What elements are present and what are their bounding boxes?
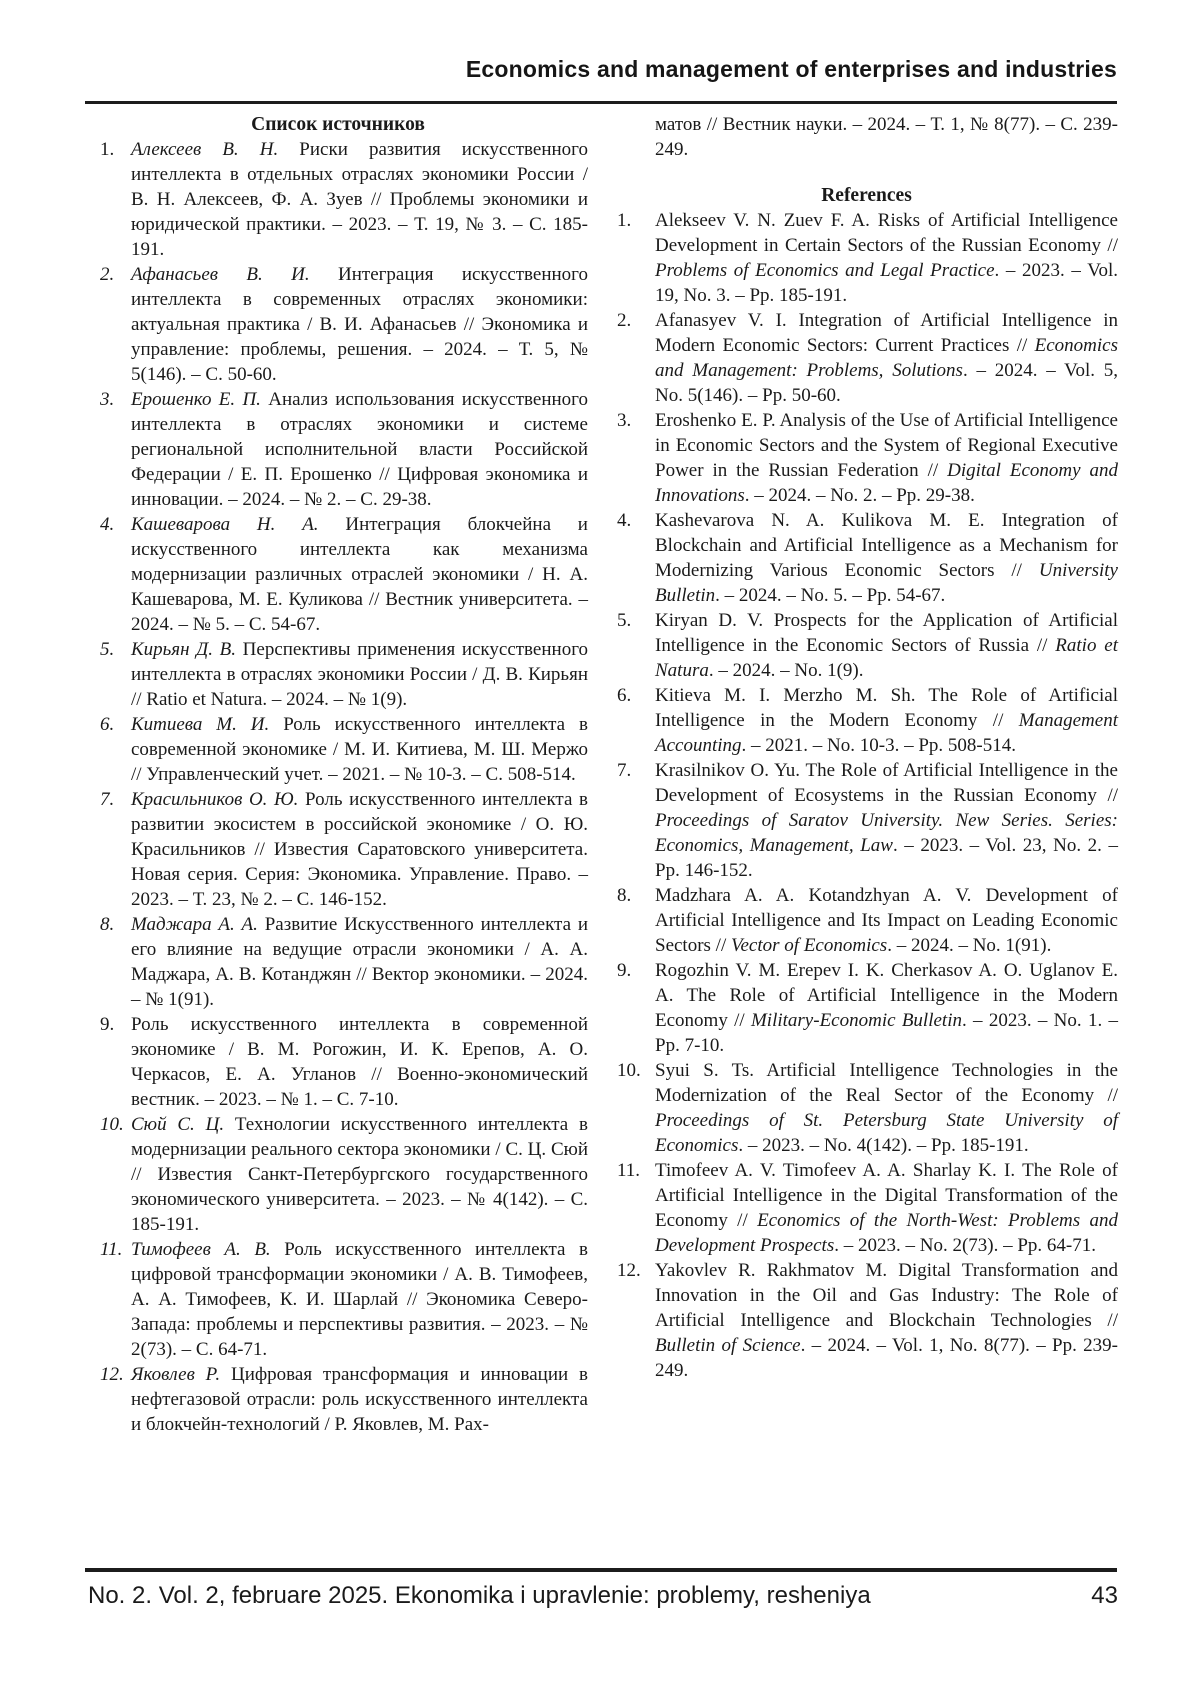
reference-item-en [615,1058,1118,1158]
item-number: 12. [100,1364,124,1385]
item-number: 12. [617,1260,641,1281]
source-item-ru [88,637,588,712]
reference-item-en [615,608,1118,683]
item-text: Ерошенко Е. П. Анализ использования искусственного интеллекта в отраслях экономики и системе региональной исполнительной власти Российской Федерации / Е. П. Ерошенко // Цифровая экономика и инновации. – 2024. – № 2. – С. 29-38. [131,389,588,510]
source-item-ru [88,1362,588,1437]
reference-item-en [615,883,1118,958]
reference-item-en [615,208,1118,308]
item-number: 5. [100,639,115,660]
item-text: Rogozhin V. M. Erepev I. K. Cherkasov A. O. Uglanov E. A. The Role of Artificial Intelligence in the Modern Economy // Military-Economic Bulletin. – 2023. – No. 1. – Pp. 7-10. [655,960,1118,1056]
item-number: 9. [100,1014,115,1035]
item-number: 5. [617,610,632,631]
item-number: 6. [617,685,632,706]
source-item-ru [88,1237,588,1362]
item-number: 3. [617,410,632,431]
item-text: Красильников О. Ю. Роль искусственного интеллекта в развитии экосистем в российской экономике / О. Ю. Красильников // Известия Саратовского университета. Новая серия. Серия: Экономика. Управление. Право. – 2023. – Т. 23, № 2. – С. 146-152. [131,789,589,910]
item-text: Сюй С. Ц. Технологии искусственного интеллекта в модернизации реального сектора экономики / С. Ц. Сюй // Известия Санкт-Петербургского государственного экономического университета. – 2023. – № 4(142). – С. 185-191. [131,1114,588,1235]
item-text: Кашеварова Н. А. Интеграция блокчейна и искусственного интеллекта как механизма модернизации различных отраслей экономики / Н. А. Кашеварова, М. Е. Куликова // Вестник университета. – 2024. – № 5. – С. 54-67. [131,514,588,635]
item-number: 8. [617,885,632,906]
footer-rule [85,1568,1117,1572]
reference-item-en [615,308,1118,408]
item-text: Eroshenko E. P. Analysis of the Use of Artificial Intelligence in Economic Sectors and the System of Regional Executive Power in the Russian Federation // Digital Economy and Innovations. – 2024. – No. 2. – Pp. 29-38. [655,410,1118,506]
item-text: Алексеев В. Н. Риски развития искусственного интеллекта в отдельных отраслях экономики России / В. Н. Алексеев, Ф. А. Зуев // Проблемы экономики и юридической практики. – 2023. – Т. 19, № 3. – С. 185-191. [131,139,588,260]
references-list-en [615,208,1118,1383]
two-column-layout [88,112,1118,1437]
item-number: 1. [100,139,115,160]
sources-column-ru [88,112,588,1437]
item-text: Кирьян Д. В. Перспективы применения искусственного интеллекта в отраслях экономики России / Д. В. Кирьян // Ratio et Natura. – 2024. – № 1(9). [131,639,589,710]
source-item-ru [88,512,588,637]
item-text: Syui S. Ts. Artificial Intelligence Technologies in the Modernization of the Real Sector of the Economy // Proceedings of St. Petersburg State University of Economics. – 2023. – No. 4(142). – Pp. 185-191. [655,1060,1118,1156]
carryover-text: матов // Вестник науки. – 2024. – Т. 1, № 8(77). – С. 239-249. [655,114,1118,160]
item-number: 7. [617,760,632,781]
reference-item-en [615,1258,1118,1383]
reference-item-en [615,1158,1118,1258]
source-item-ru [88,1112,588,1237]
source-item-ru [88,912,588,1012]
item-number: 1. [617,210,632,231]
source-item-ru [88,387,588,512]
footer-journal-info: No. 2. Vol. 2, februare 2025. Ekonomika i upravlenie: problemy, resheniya [88,1582,871,1609]
source-item-ru [88,787,588,912]
item-number: 9. [617,960,632,981]
reference-item-en [615,408,1118,508]
item-text: Timofeev A. V. Timofeev A. A. Sharlay K. I. The Role of Artificial Intelligence in the Digital Transformation of the Economy // Economics of the North-West: Problems and Development Prospects. – 2023. – No. 2(73). – Pp. 64-71. [655,1160,1118,1256]
footer-page-number: 43 [1091,1582,1118,1609]
source-item-ru [88,712,588,787]
item-number: 2. [617,310,632,331]
item-text: Афанасьев В. И. Интеграция искусственного интеллекта в современных отраслях экономики: актуальная практика / В. И. Афанасьев // Экономика и управление: проблемы, решения. – 2024. – Т. 5, № 5(146). – С. 50-60. [131,264,588,385]
sources-heading-ru: Список источников [251,114,425,135]
item-number: 10. [617,1060,641,1081]
sources-list-ru [88,137,588,1437]
item-text: Kiryan D. V. Prospects for the Application of Artificial Intelligence in the Economic Sectors of Russia // Ratio et Natura. – 2024. – No. 1(9). [655,610,1118,681]
item-number: 8. [100,914,115,935]
item-number: 2. [100,264,115,285]
running-head-title: Economics and management of enterprises and industries [465,56,1117,82]
item-text: Китиева М. И. Роль искусственного интеллекта в современной экономике / М. И. Китиева, М. Ш. Мержо // Управленческий учет. – 2021. – № 10-3. – С. 508-514. [131,714,589,785]
page-footer [88,1582,1118,1610]
reference-item-en [615,683,1118,758]
item-text: Alekseev V. N. Zuev F. A. Risks of Artificial Intelligence Development in Certain Sectors of the Russian Economy // Problems of Economics and Legal Practice. – 2023. – Vol. 19, No. 3. – Pp. 185-191. [655,210,1118,306]
item-text: Afanasyev V. I. Integration of Artificial Intelligence in Modern Economic Sectors: Current Practices // Economics and Management: Problems, Solutions. – 2024. – Vol. 5, No. 5(146). – Pp. 50-60. [655,310,1118,406]
item-number: 10. [100,1114,124,1135]
header-rule [85,101,1117,104]
item-text: Яковлев Р. Цифровая трансформация и инновации в нефтегазовой отрасли: роль искусственного интеллекта и блокчейн-технологий / Р. Яковлев, М. Рах- [131,1364,588,1435]
item-number: 4. [100,514,115,535]
item-text: Kashevarova N. A. Kulikova M. E. Integration of Blockchain and Artificial Intelligence as a Mechanism for Modernizing Various Economic Sectors // University Bulletin. – 2024. – No. 5. – Pp. 54-67. [655,510,1118,606]
item-text: Yakovlev R. Rakhmatov M. Digital Transformation and Innovation in the Oil and Gas Industry: The Role of Artificial Intelligence and Blockchain Technologies // Bulletin of Science. – 2024. – Vol. 1, No. 8(77). – Pp. 239-249. [655,1260,1118,1381]
source-item-ru [88,262,588,387]
references-heading-en: References [821,185,912,206]
item-text: Krasilnikov O. Yu. The Role of Artificial Intelligence in the Development of Ecosystems in the Russian Economy // Proceedings of Saratov University. New Series. Series: Economics, Management, Law. – 2023. – Vol. 23, No. 2. – Pp. 146-152. [655,760,1118,881]
item-text: Madzhara A. A. Kotandzhyan A. V. Development of Artificial Intelligence and Its Impact on Leading Economic Sectors // Vector of Economics. – 2024. – No. 1(91). [655,885,1118,956]
item-text: Маджара А. А. Развитие Искусственного интеллекта и его влияние на ведущие отрасли экономики / А. А. Маджара, А. В. Котанджян // Вектор экономики. – 2024. – № 1(91). [131,914,588,1010]
item-number: 3. [100,389,115,410]
reference-item-en [615,958,1118,1058]
source-item-ru [88,1012,588,1112]
item-number: 4. [617,510,632,531]
source-item-ru [88,137,588,262]
reference-item-en [615,508,1118,608]
item-text: Kitieva M. I. Merzho M. Sh. The Role of Artificial Intelligence in the Modern Economy // Management Accounting. – 2021. – No. 10-3. – Pp. 508-514. [655,685,1118,756]
item-number: 7. [100,789,115,810]
item-number: 11. [100,1239,123,1260]
item-text: Тимофеев А. В. Роль искусственного интеллекта в цифровой трансформации экономики / А. В. Тимофеев, А. А. Тимофеев, К. И. Шарлай // Экономика Северо-Запада: проблемы и перспективы развития. – 2023. – № 2(73). – С. 64-71. [131,1239,588,1360]
item-text: Роль искусственного интеллекта в современной экономике / В. М. Рогожин, И. К. Ерепов, А. О. Черкасов, Е. А. Угланов // Военно-экономический вестник. – 2023. – № 1. – С. 7-10. [131,1014,588,1110]
item-number: 11. [617,1160,641,1181]
item-number: 6. [100,714,115,735]
reference-item-en [615,758,1118,883]
references-column-en [615,112,1118,1437]
